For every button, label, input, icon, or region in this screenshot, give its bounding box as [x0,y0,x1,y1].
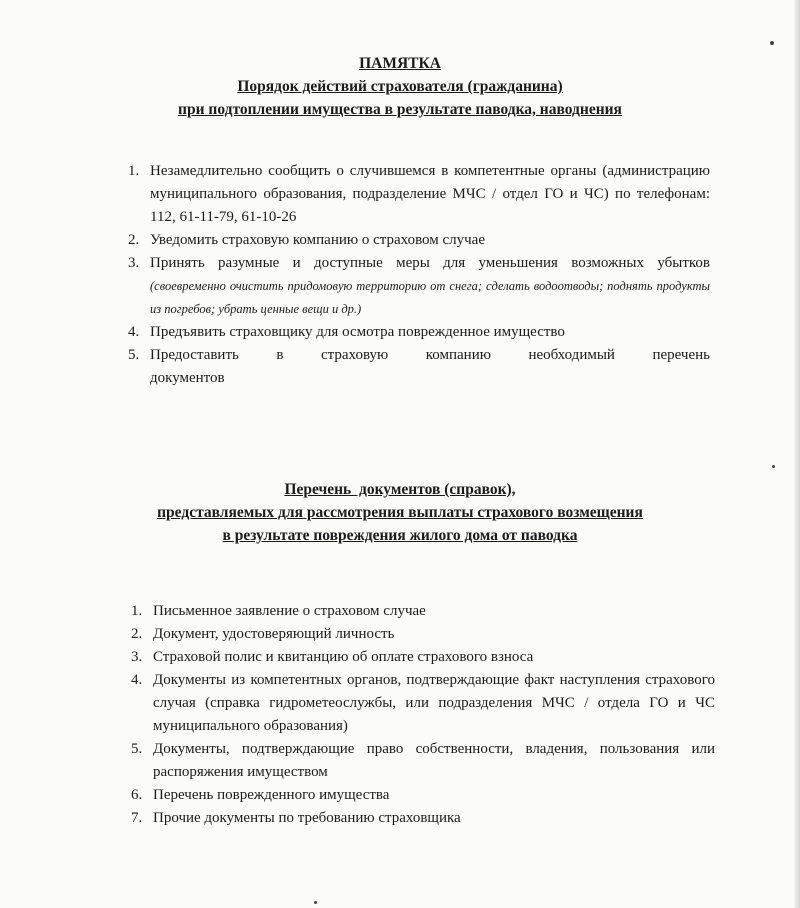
item-text: Незамедлительно сообщить о случившемся в компетентные органы (администрацию муниципального образования, подразделение МЧС / отдел ГО и ЧС) по телефонам: 112, 61-11-79, 61-10-26 [150,163,710,225]
item-number: 1. [128,163,140,179]
documents-title-line2: представляемых для рассмотрения выплаты страхового возмещения [157,504,643,521]
list-item [131,623,715,646]
list-item [131,600,715,623]
item-text: Предъявить страховщику для осмотра поврежденное имущество [150,324,565,340]
scan-speck [314,901,317,904]
item-note: (своевременно очистить придомовую территорию от снега; сделать водоотводы; поднять продукты из погребов; убрать ценные вещи и др.) [150,279,710,316]
item-number: 1. [131,603,143,619]
item-text: Документы, подтверждающие право собственности, владения, пользования или распоряжения имуществом [153,741,715,780]
list-item [131,807,715,830]
memo-subtitle-line2: при подтоплении имущества в результате паводка, наводнения [178,101,622,118]
documents-list [131,600,715,830]
item-text: Уведомить страховую компанию о страховом случае [150,232,486,248]
page-edge-shadow [794,0,800,908]
list-item [128,160,710,229]
list-item [128,252,710,321]
documents-header [0,478,800,547]
memo-subtitle-line1: Порядок действий страхователя (гражданина) [237,78,563,95]
item-number: 6. [131,787,143,803]
scan-speck [772,465,775,468]
list-item [128,321,710,344]
list-item [131,738,715,784]
item-text-with-note [150,252,710,321]
list-item [131,669,715,738]
memo-action-list [128,160,710,390]
item-number: 2. [131,626,143,642]
list-item [128,229,710,252]
item-text: Документ, удостоверяющий личность [153,626,395,642]
item-number: 4. [128,324,140,340]
item-text: Прочие документы по требованию страховщика [153,810,461,826]
item-text: Страховой полис и квитанцию об оплате страхового взноса [153,649,534,665]
documents-title-line1: Перечень документов (справок), [284,481,516,498]
item-text: Письменное заявление о страховом случае [153,603,426,619]
item-number: 5. [131,741,143,757]
list-item [128,344,710,390]
documents-title-line3: в результате повреждения жилого дома от паводка [222,527,578,544]
item-number: 3. [131,649,143,665]
memo-header [0,52,800,121]
item-number: 7. [131,810,143,826]
item-number: 3. [128,255,140,271]
memo-title: ПАМЯТКА [359,55,441,72]
item-text: Перечень поврежденного имущества [153,787,390,803]
item-text: Предоставить в страховую компанию необходимый перечень документов [150,347,710,386]
item-number: 5. [128,347,140,363]
list-item [131,646,715,669]
list-item [131,784,715,807]
item-text: Принять разумные и доступные меры для уменьшения возможных убытков [150,255,710,271]
scan-speck [770,41,774,45]
item-number: 4. [131,672,143,688]
item-text: Документы из компетентных органов, подтверждающие факт наступления страхового случая (справка гидрометеослужбы, или подразделения МЧС / отдела ГО и ЧС муниципального образования) [153,672,715,734]
item-number: 2. [128,232,140,248]
